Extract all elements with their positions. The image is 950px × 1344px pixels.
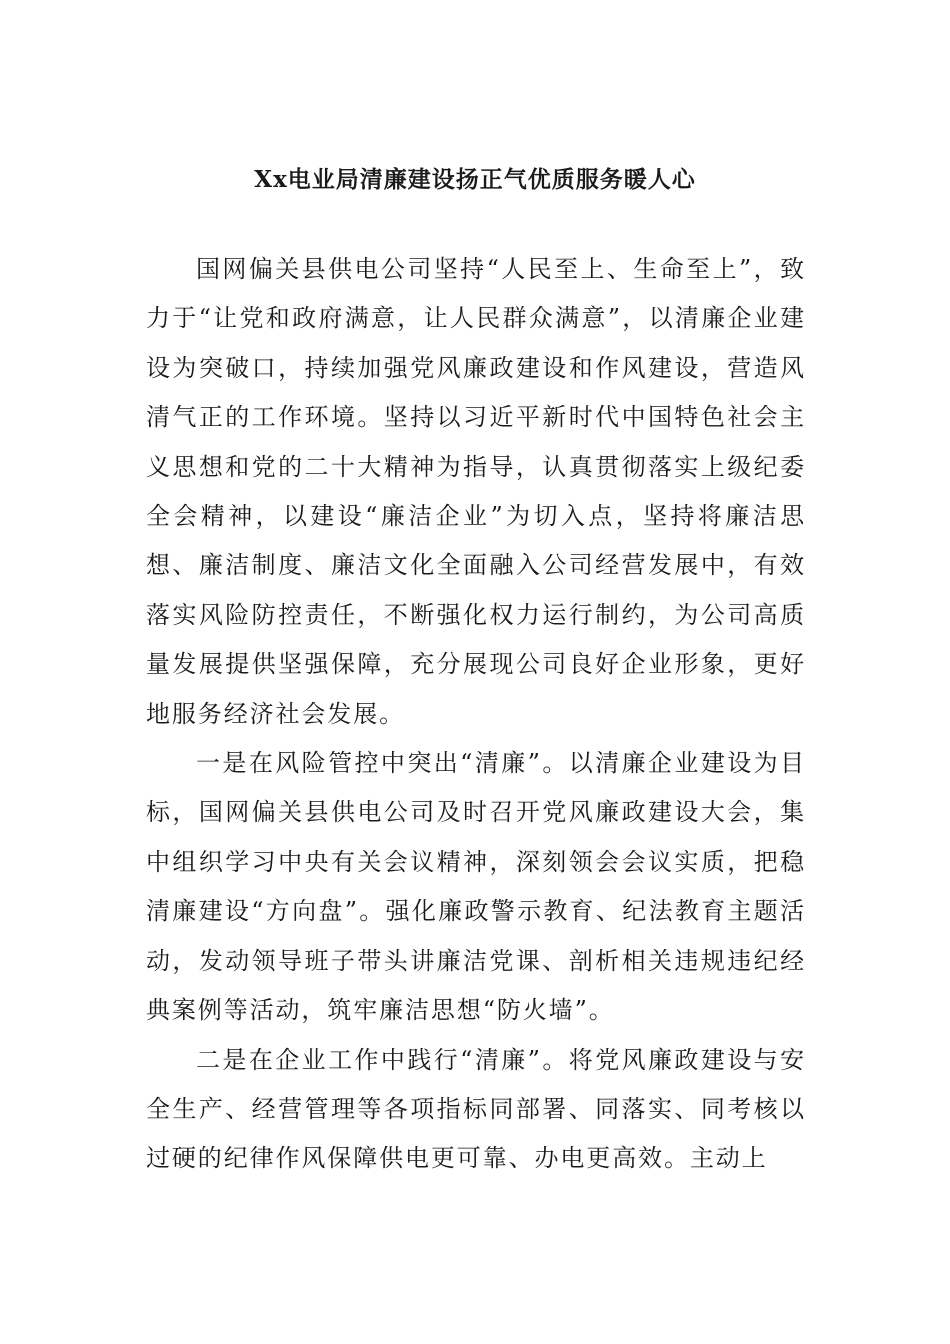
paragraph-enterprise-work: 二是在企业工作中践行“清廉”。将党风廉政建设与安全生产、经营管理等各项指标同部署、同落实、同考核以过硬的纪律作风保障供电更可靠、办电更高效。主动上	[146, 1045, 806, 1173]
paragraph-risk-control: 一是在风险管控中突出“清廉”。以清廉企业建设为目标，国网偏关县供电公司及时召开党风廉政建设大会，集中组织学习中央有关会议精神，深刻领会会议实质，把稳清廉建设“方向盘”。强化廉政警示教育、纪法教育主题活动，发动领导班子带头讲廉洁党课、剖析相关违规违纪经典案例等活动，筑牢廉洁思想“防火墙”。	[146, 749, 806, 1025]
document-body	[146, 245, 806, 1184]
paragraph-intro: 国网偏关县供电公司坚持“人民至上、生命至上”，致力于“让党和政府满意，让人民群众满意”，以清廉企业建设为突破口，持续加强党风廉政建设和作风建设，营造风清气正的工作环境。坚持以习近平新时代中国特色社会主义思想和党的二十大精神为指导，认真贯彻落实上级纪委全会精神，以建设“廉洁企业”为切入点，坚持将廉洁思想、廉洁制度、廉洁文化全面融入公司经营发展中，有效落实风险防控责任，不断强化权力运行制约，为公司高质量发展提供坚强保障，充分展现公司良好企业形象，更好地服务经济社会发展。	[146, 255, 806, 728]
document-title: Xx电业局清廉建设扬正气优质服务暖人心	[254, 166, 696, 193]
